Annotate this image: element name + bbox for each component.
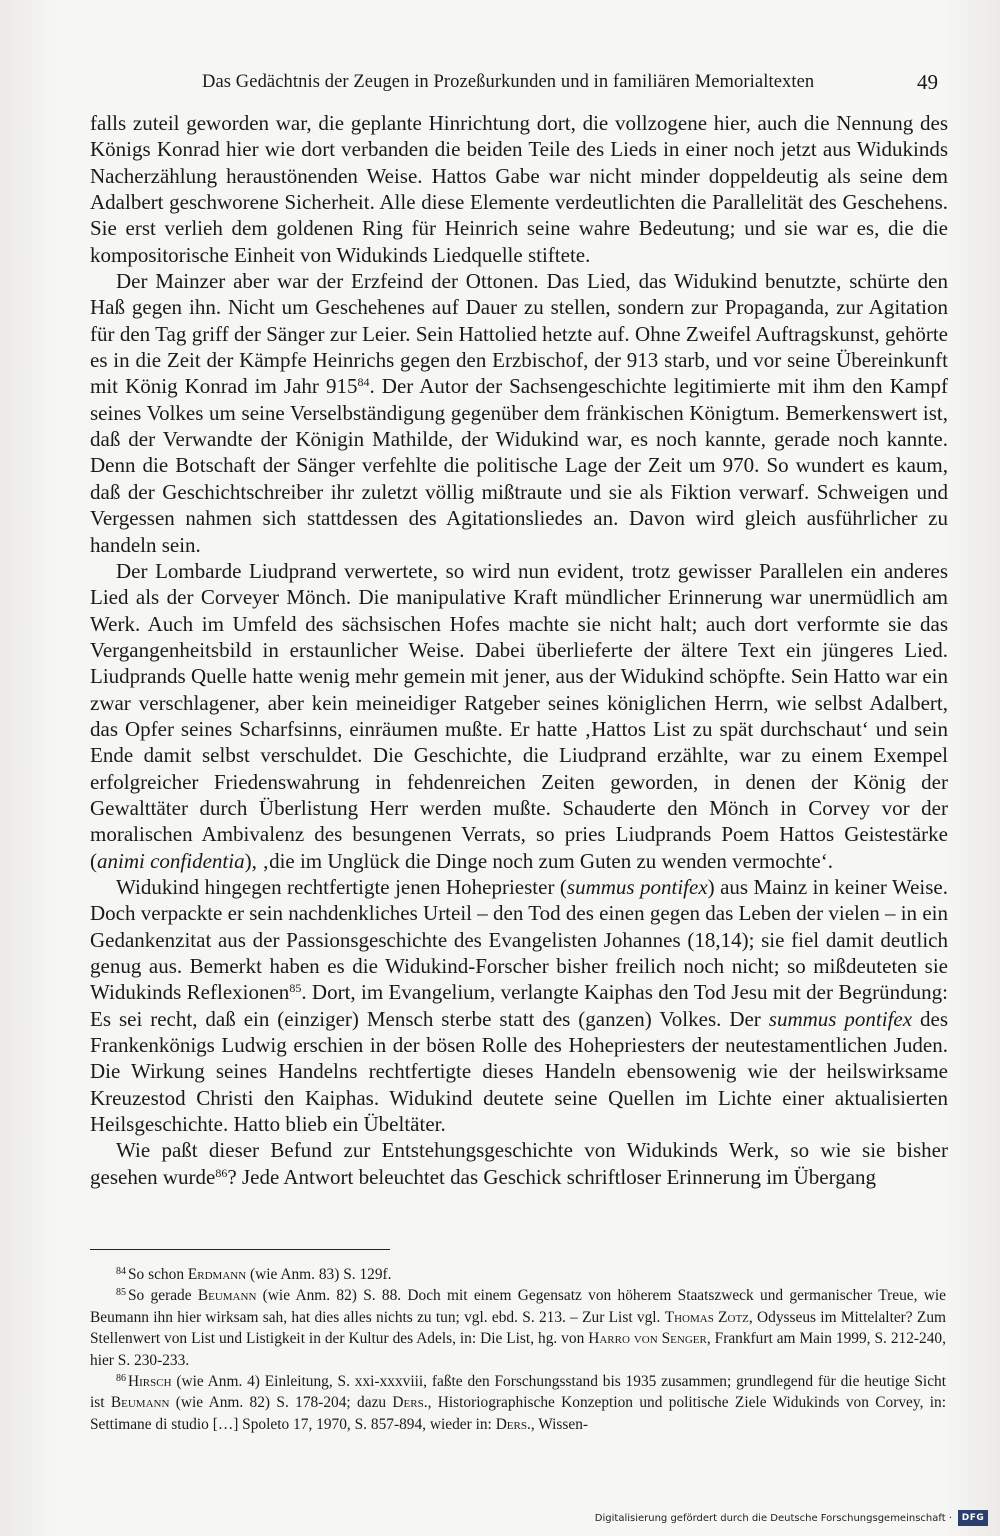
footnote-84 [90, 1264, 946, 1285]
author-name: Hirsch [128, 1373, 172, 1391]
footnote-number: 86 [116, 1373, 126, 1385]
text-run: Der Lombarde Liudprand verwertete, so wird nun evident, trotz gewisser Parallelen ein anderes Lied als der Corveyer Mönch. Die manipulative Kraft mündlicher Erinnerung war unermüdlich am Werk. Auch im Umfeld des sächsischen Hofes machte sie nicht halt; auch dort verformte sie das Vergangenheitsbild in erstaunlicher Weise. Dabei überlieferte der ältere Text ein jüngeres Lied. Liudprands Quelle hatte wenig mehr gemein mit jener, aus der Widukind schöpfte. Sein Hatto war ein zwar verschlagener, aber kein meineidiger Ratgeber seines königlichen Herrn, wie selbst Adalbert, das Opfer seines Scharfsinns, einräumen mußte. Er hatte ‚Hattos List zu spät durchschaut‘ und sein Ende damit selbst verschuldet. Die Geschichte, die Liudprand erzählte, war zu einem Exempel erfolgreicher Friedenswahrung in fehdenreichen Zeiten geworden, in denen der König der Gewalttäter durch Überlistung Herr werden mußte. Schauderte den Mönch in Corvey vor der moralischen Ambivalenz des besungenen Verrats, so pries Liudprands Poem Hattos Geistestärke ( [90, 558, 948, 873]
text-run: des Frankenkönigs Ludwig erschien in der bösen Rolle des Hohepriesters der neutestamentlichen Juden. Die Wirkung seines Handelns rechtfertigte dieses Handeln ebensowenig wie der heilswirksame Kreuzestod Christi den Kaiphas. Widukind deutete seine Quellen im Lichte einer aktualisierten Heilsgeschichte. Hatto blieb ein Übeltäter. [90, 1006, 948, 1137]
author-name: Harro von Senger [588, 1330, 707, 1348]
text-run: So schon [128, 1266, 188, 1283]
text-run: So gerade [128, 1287, 198, 1305]
footnote-number: 84 [116, 1266, 126, 1277]
text-run: , Historiographische Konzeption und politische Ziele Widukinds von Corvey, in: Settimane di studio […] Spoleto 17, 1970, S. 857-894, wieder in: [90, 1394, 946, 1433]
text-run: , Frankfurt am Main 1999, S. 212-240, hier S. 230-233. [90, 1330, 946, 1369]
footnote-85 [90, 1285, 946, 1371]
text-run: (wie Anm. 82) S. 178-204; dazu [169, 1394, 393, 1412]
footnote-divider [90, 1249, 390, 1250]
author-name: Ders. [495, 1415, 531, 1433]
author-name: Beumann [110, 1394, 170, 1412]
funding-notice [595, 1508, 988, 1528]
italic-term: summus pontifex [566, 874, 708, 899]
text-run: . Dort, im Evangelium, verlangte Kaiphas den Tod Jesu mit der Begründung: Es sei recht, daß ein (einziger) Mensch sterbe statt des (ganzen) Volkes. Der [90, 980, 949, 1031]
footnote-ref[interactable]: 85 [289, 981, 302, 996]
paragraph [90, 268, 948, 558]
text-run: ) aus Mainz in keiner Weise. Doch verpackte er sein nachdenkliches Urteil – den Tod des einen gegen das Leben der vielen – in ein Gedankenzitat aus der Passionsgeschichte des Evangelisten Johannes (18,14); sie fiel damit deutlich genug aus. Bemerkt haben es die Widukind-Forscher bisher freilich noch nicht; so mißdeuteten sie Widukinds Reflexionen [90, 874, 948, 1005]
footnote-number: 85 [116, 1287, 126, 1299]
page-number: 49 [917, 70, 938, 94]
running-head: Das Gedächtnis der Zeugen in Prozeßurkunden und in familiären Memorialtexten [202, 72, 815, 92]
italic-term: summus pontifex [768, 1006, 913, 1031]
footnote-ref[interactable]: 84 [357, 375, 370, 390]
author-name: Thomas Zotz [664, 1308, 749, 1326]
footnote-86 [90, 1371, 946, 1435]
text-run: Widukind hingegen rechtfertigte jenen Hohepriester ( [116, 874, 567, 899]
text-run: (wie Anm. 82) S. 88. Doch mit einem Gegensatz von höherem Staatszweck und germanischer Treue, wie Beumann ihn hier wirksam sah, hat dies alles nichts zu tun; vgl. ebd. S. 213. – Zur List vgl. [90, 1287, 946, 1326]
paragraph [90, 558, 948, 874]
italic-term: animi confidentia [97, 848, 245, 873]
text-run: ), ‚die im Unglück die Dinge noch zum Guten zu wenden vermochte‘. [244, 848, 833, 873]
paragraph [90, 1137, 948, 1190]
paragraph [90, 110, 948, 268]
footnotes [90, 1264, 946, 1435]
funding-text: Digitalisierung gefördert durch die Deutsche Forschungsgemeinschaft · [594, 1512, 952, 1524]
text-run: Wie paßt dieser Befund zur Entstehungsgeschichte von Widukinds Werk, so wie sie bisher gesehen wurde [90, 1138, 948, 1189]
text-run: , Odysseus im Mittelalter? Zum Stellenwert von List und Listigkeit in der Kultur des Adels, in: Die List, hg. von [90, 1308, 946, 1348]
main-text [90, 110, 948, 1190]
page-header [90, 70, 938, 100]
author-name: Beumann [197, 1287, 257, 1305]
author-name: Erdmann [187, 1266, 247, 1283]
text-run: . Der Autor der Sachsengeschichte legitimierte mit ihm den Kampf seines Volkes um seine Verselbständigung gegenüber dem fränkischen Königtum. Bemerkenswert ist, daß der Verwandte der Königin Mathilde, der Widukind war, es noch kannte, gerade noch kannte. Denn die Botschaft der Sänger verfehlte die politische Lage der Zeit um 970. So wundert es kaum, daß der Geschichtschreiber ihr zuletzt völlig mißtraute und sie als Fiktion verwarf. Schweigen und Vergessen nahmen sich stattdessen des Agitationsliedes an. Davon wird gleich ausführlicher zu handeln sein. [90, 374, 949, 557]
text-run: , Wissen- [530, 1415, 589, 1433]
paragraph [90, 874, 948, 1137]
footnote-ref[interactable]: 86 [215, 1165, 228, 1180]
author-name: Ders. [392, 1394, 428, 1412]
text-run: (wie Anm. 4) Einleitung, S. xxi-xxxviii, faßte den Forschungsstand bis 1935 zusammen; grundlegend für die heutige Sicht ist [90, 1373, 946, 1412]
text-run: Der Mainzer aber war der Erzfeind der Ottonen. Das Lied, das Widukind benutzte, schürte den Haß gegen ihn. Nicht um Geschehenes auf Dauer zu stellen, sondern zur Propaganda, zur Agitation für den Tag griff der Sänger zur Leier. Sein Hattolied hetzte auf. Ohne Zweifel Auftragskunst, gehörte es in die Zeit der Kämpfe Heinrichs gegen den Erzbischof, der 913 starb, und vor seine Übereinkunft mit König Konrad im Jahr 915 [90, 269, 948, 399]
dfg-logo-icon[interactable]: DFG [958, 1510, 988, 1526]
text-run: falls zuteil geworden war, die geplante Hinrichtung dort, die vollzogene hier, auch die Nennung des Königs Konrad hier wie dort verbanden die beiden Teile des Lieds in einer noch jetzt aus Widukinds Nacherzählung heraustönenden Weise. Hattos Gabe war nicht minder doppeldeutig als seine dem Adalbert geschworene Sicherheit. Alle diese Elemente verdeutlichten die Parallelität des Geschehens. Sie erst verlieh dem goldenen Ring für Heinrich seine wahre Bedeutung; und sie war es, die die kompositorische Einheit von Widukinds Liedquelle stiftete. [90, 111, 948, 267]
text-run: (wie Anm. 83) S. 129f. [246, 1266, 392, 1283]
text-run: ? Jede Antwort beleuchtet das Geschick schriftloser Erinnerung im Übergang [227, 1164, 877, 1189]
